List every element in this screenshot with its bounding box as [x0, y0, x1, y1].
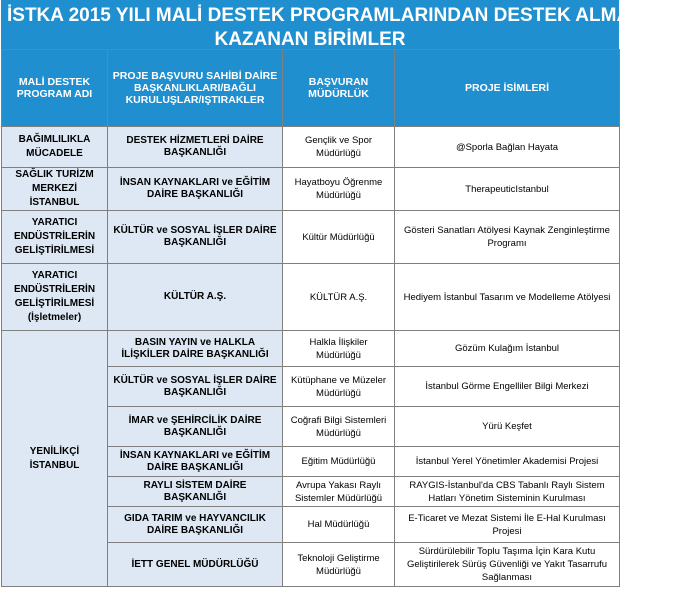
- department-cell: Hal Müdürlüğü: [283, 507, 395, 543]
- department-cell: Avrupa Yakası Raylı Sistemler Müdürlüğü: [283, 477, 395, 507]
- grants-table: [1, 49, 620, 587]
- department-cell: Eğitim Müdürlüğü: [283, 447, 395, 477]
- table-row: [2, 211, 620, 264]
- department-cell: Teknoloji Geliştirme Müdürlüğü: [283, 543, 395, 587]
- applicant-cell: KÜLTÜR A.Ş.: [108, 264, 283, 331]
- table-row: [2, 331, 620, 367]
- header-department: BAŞVURAN MÜDÜRLÜK: [283, 50, 395, 127]
- title-line-2: KAZANAN BİRİMLER: [214, 29, 406, 50]
- project-cell: Hediyem İstanbul Tasarım ve Modelleme Atölyesi: [395, 264, 620, 331]
- program-cell: YARATICI ENDÜSTRİLERİN GELİŞTİRİLMESİ (İşletmeler): [2, 264, 108, 331]
- program-cell: YARATICI ENDÜSTRİLERİN GELİŞTİRİLMESİ: [2, 211, 108, 264]
- project-cell: Gözüm Kulağım İstanbul: [395, 331, 620, 367]
- project-cell: Sürdürülebilir Toplu Taşıma İçin Kara Kutu Geliştirilerek Sürüş Güvenliği ve Yakıt Tasarrufu Sağlanması: [395, 543, 620, 587]
- header-applicant: PROJE BAŞVURU SAHİBİ DAİRE BAŞKANLIKLARI/BAĞLI KURULUŞLAR/IŞTIRAKLER: [108, 50, 283, 127]
- project-cell: E-Ticaret ve Mezat Sistemi İle E-Hal Kurulması Projesi: [395, 507, 620, 543]
- department-cell: Kütüphane ve Müzeler Müdürlüğü: [283, 367, 395, 407]
- project-cell: Yürü Keşfet: [395, 407, 620, 447]
- project-cell: İstanbul Görme Engelliler Bilgi Merkezi: [395, 367, 620, 407]
- applicant-cell: İETT GENEL MÜDÜRLÜĞÜ: [108, 543, 283, 587]
- header-program: MALİ DESTEK PROGRAM ADI: [2, 50, 108, 127]
- applicant-cell: BASIN YAYIN ve HALKLA İLİŞKİLER DAİRE BAŞKANLIĞI: [108, 331, 283, 367]
- department-cell: Gençlik ve Spor Müdürlüğü: [283, 127, 395, 168]
- department-cell: Coğrafi Bilgi Sistemleri Müdürlüğü: [283, 407, 395, 447]
- project-cell: RAYGIS-İstanbul'da CBS Tabanlı Raylı Sistem Hatları Yönetim Sisteminin Kurulması: [395, 477, 620, 507]
- applicant-cell: GIDA TARIM ve HAYVANCILIK DAİRE BAŞKANLIĞI: [108, 507, 283, 543]
- program-cell: SAĞLIK TURİZM MERKEZİ İSTANBUL: [2, 168, 108, 211]
- header-project: PROJE İSİMLERİ: [395, 50, 620, 127]
- department-cell: Halkla İlişkiler Müdürlüğü: [283, 331, 395, 367]
- header-row: [2, 50, 620, 127]
- title-line-1: İSTKA 2015 YILI MALİ DESTEK PROGRAMLARINDAN DESTEK ALMAYA HAK: [7, 5, 699, 26]
- department-cell: Kültür Müdürlüğü: [283, 211, 395, 264]
- document-title: [1, 0, 699, 50]
- table-row: [2, 264, 620, 331]
- department-cell: KÜLTÜR A.Ş.: [283, 264, 395, 331]
- program-cell: BAĞIMLILIKLA MÜCADELE: [2, 127, 108, 168]
- project-cell: @Sporla Bağlan Hayata: [395, 127, 620, 168]
- applicant-cell: KÜLTÜR ve SOSYAL İŞLER DAİRE BAŞKANLIĞI: [108, 367, 283, 407]
- project-cell: TherapeuticIstanbul: [395, 168, 620, 211]
- applicant-cell: RAYLI SİSTEM DAİRE BAŞKANLIĞI: [108, 477, 283, 507]
- project-cell: İstanbul Yerel Yönetimler Akademisi Projesi: [395, 447, 620, 477]
- department-cell: Hayatboyu Öğrenme Müdürlüğü: [283, 168, 395, 211]
- applicant-cell: İNSAN KAYNAKLARI ve EĞİTİM DAİRE BAŞKANLIĞI: [108, 447, 283, 477]
- applicant-cell: İNSAN KAYNAKLARI ve EĞİTİM DAİRE BAŞKANLIĞI: [108, 168, 283, 211]
- table-row: [2, 127, 620, 168]
- project-cell: Gösteri Sanatları Atölyesi Kaynak Zenginleştirme Programı: [395, 211, 620, 264]
- applicant-cell: KÜLTÜR ve SOSYAL İŞLER DAİRE BAŞKANLIĞI: [108, 211, 283, 264]
- document: [1, 0, 699, 587]
- table-row: [2, 168, 620, 211]
- applicant-cell: İMAR ve ŞEHİRCİLİK DAİRE BAŞKANLIĞI: [108, 407, 283, 447]
- program-cell: YENİLİKÇİ İSTANBUL: [2, 331, 108, 587]
- applicant-cell: DESTEK HİZMETLERİ DAİRE BAŞKANLIĞI: [108, 127, 283, 168]
